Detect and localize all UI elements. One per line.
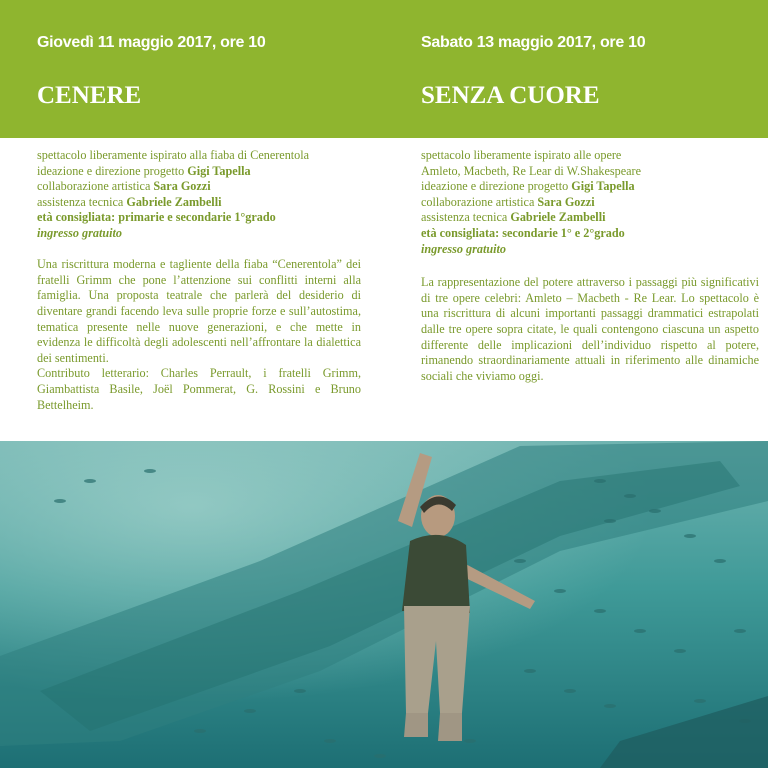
right-credit-line2: Amleto, Macbeth, Re Lear di W.Shakespeare	[421, 163, 641, 178]
left-collaboration: collaborazione artistica Sara Gozzi	[37, 179, 211, 194]
left-tech: assistenza tecnica Gabriele Zambelli	[37, 194, 222, 209]
left-column	[37, 148, 361, 413]
right-age: età consigliata: secondarie 1° e 2°grado	[421, 225, 625, 240]
right-collaboration: collaborazione artistica Sara Gozzi	[421, 194, 595, 209]
header-band	[0, 0, 768, 138]
right-column	[421, 148, 759, 384]
left-description: Una riscrittura moderna e tagliente della fiaba “Cenerentola” dei fratelli Grimm che pone l’attenzione sui conflitti interni alla famiglia. Una proposta teatrale che parlerà del desiderio di diventare grandi facendo leva sulle proprie forze e sull’autostima, tematica presente nelle nuove generazioni, e che mette in evidenza le difficoltà degli adolescenti nell’affrontare la dialettica dei sentimenti.	[37, 257, 361, 365]
right-direction: ideazione e direzione progetto Gigi Tapella	[421, 179, 635, 194]
right-entry: ingresso gratuito	[421, 241, 506, 256]
left-entry: ingresso gratuito	[37, 225, 122, 240]
right-description: La rappresentazione del potere attraverso i passaggi più significativi di tre opere celebri: Amleto – Macbeth - Re Lear. Lo spettacolo è una riscrittura di alcuni importanti passaggi drammatici estrapolati dalle tre opere sopra citate, le quali contengono ciascuna un aspetto differente delle implicazioni dell’individuo rispetto al potere, rimanendo straordinariamente attuali in riferimento alle dinamiche sociali che viviamo oggi.	[421, 275, 759, 383]
underwater-photo	[0, 441, 768, 768]
left-age: età consigliata: primarie e secondarie 1°grado	[37, 210, 276, 225]
left-direction: ideazione e direzione progetto Gigi Tapella	[37, 163, 251, 178]
right-credit-line1: spettacolo liberamente ispirato alle opere	[421, 148, 622, 162]
left-sources: Contributo letterario: Charles Perrault, i fratelli Grimm, Giambattista Basile, Joël Pommerat, G. Rossini e Bruno Bettelheim.	[37, 366, 361, 412]
left-date: Giovedì 11 maggio 2017, ore 10	[37, 34, 266, 51]
right-title: SENZA CUORE	[421, 82, 600, 109]
right-tech: assistenza tecnica Gabriele Zambelli	[421, 210, 606, 225]
left-title: CENERE	[37, 82, 142, 109]
left-credit-line1: spettacolo liberamente ispirato alla fiaba di Cenerentola	[37, 148, 310, 162]
right-date: Sabato 13 maggio 2017, ore 10	[421, 34, 646, 51]
